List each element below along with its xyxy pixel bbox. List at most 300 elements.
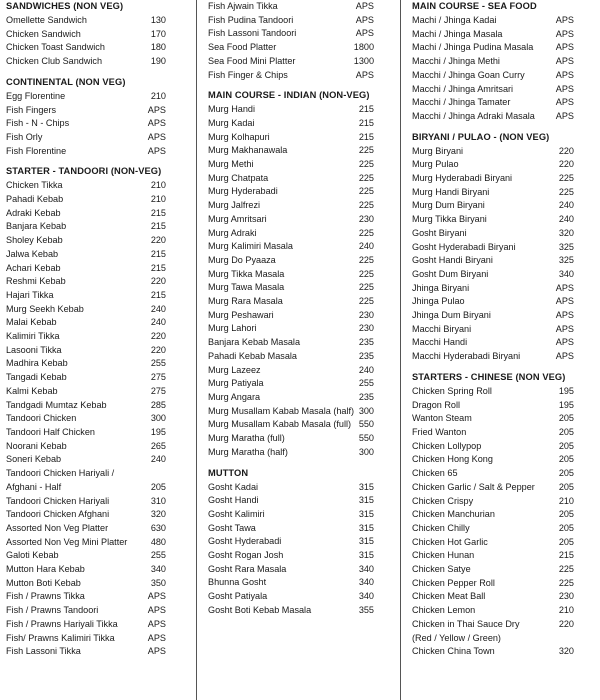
menu-item	[412, 213, 574, 227]
item-price: 170	[150, 28, 166, 39]
menu-item	[208, 446, 374, 460]
item-price: 215	[150, 207, 166, 218]
item-name: Fish / Prawns Hariyali Tikka	[6, 618, 118, 629]
item-price: 205	[558, 413, 574, 424]
menu-item	[208, 377, 374, 391]
item-name: Adraki Kebab	[6, 207, 61, 218]
menu-item	[6, 549, 166, 563]
item-price: 210	[150, 194, 166, 205]
section-heading: BIRYANI / PULAO - (NON VEG)	[412, 131, 550, 142]
menu-item	[412, 412, 574, 426]
menu-item	[208, 494, 374, 508]
item-name: Gosht Dum Biryani	[412, 268, 489, 279]
item-name: Machi / Jhinga Kadai	[412, 15, 497, 25]
menu-item	[208, 336, 374, 350]
menu-item	[6, 344, 166, 358]
item-price: 480	[150, 536, 166, 547]
menu-item	[6, 275, 166, 289]
item-name: Murg Maratha (half)	[208, 446, 288, 457]
item-name: Chicken Chilly	[412, 522, 470, 533]
menu-item	[6, 14, 166, 28]
item-price: 340	[358, 577, 374, 588]
menu-item	[6, 590, 166, 604]
menu-item	[208, 481, 374, 495]
menu-item	[412, 145, 574, 159]
menu-item	[6, 357, 166, 371]
item-name: Murg Pulao	[412, 159, 459, 170]
item-name: Tandoori Chicken Afghani	[6, 509, 110, 520]
item-name: Macchi / Jhinga Adraki Masala	[412, 110, 535, 121]
item-name: Mutton Boti Kebab	[6, 577, 81, 588]
item-name: Reshmi Kebab	[6, 276, 66, 287]
item-name: Gosht Biryani	[412, 227, 467, 238]
menu-section	[412, 0, 574, 124]
item-name: Chicken 65	[412, 468, 458, 479]
item-name: Macchi / Jhinga Methi	[412, 56, 500, 67]
item-name: Chicken Tikka	[6, 180, 63, 191]
menu-section	[6, 76, 166, 159]
item-name: Chicken Manchurian	[412, 509, 495, 520]
item-price: 240	[150, 317, 166, 328]
item-name: Sholey Kebab	[6, 235, 63, 246]
item-price: APS	[555, 56, 574, 67]
item-price: 1800	[353, 42, 374, 53]
menu-item	[412, 453, 574, 467]
menu-item	[412, 350, 574, 364]
item-price: 300	[358, 446, 374, 457]
menu-item	[6, 55, 166, 69]
menu-item	[208, 535, 374, 549]
menu-item	[208, 309, 374, 323]
item-name: Fish / Prawns Tandoori	[6, 605, 99, 616]
item-price: 550	[358, 433, 374, 444]
item-price: 230	[358, 323, 374, 334]
item-name: Murg Seekh Kebab	[6, 303, 84, 314]
item-price: 340	[358, 591, 374, 602]
menu-item	[6, 481, 166, 495]
menu-item	[6, 399, 166, 413]
menu-item	[412, 549, 574, 563]
item-name: Murg Chatpata	[208, 172, 269, 183]
menu-item	[412, 69, 574, 83]
item-price: 210	[150, 90, 166, 101]
item-name: Macchi / Jhinga Tamater	[412, 97, 511, 108]
item-price: 210	[150, 180, 166, 191]
item-name: Murg Peshawari	[208, 309, 274, 320]
item-name: Murg Hyderabadi Biryani	[412, 173, 513, 184]
item-name: Fish Finger & Chips	[208, 69, 288, 80]
item-price: 225	[558, 577, 574, 588]
item-name: Jhinga Biryani	[412, 282, 470, 293]
item-price: 225	[358, 282, 374, 293]
item-price: 220	[150, 344, 166, 355]
item-name: Bhunna Gosht	[208, 577, 267, 588]
item-price: 220	[150, 331, 166, 342]
item-price: 220	[150, 276, 166, 287]
menu-item	[208, 144, 374, 158]
menu-item	[208, 14, 374, 28]
menu-item	[208, 322, 374, 336]
item-name: Fish Pudina Tandoori	[208, 14, 294, 25]
item-name: Gosht Hyderabadi Biryani	[412, 241, 516, 252]
menu-item	[208, 549, 374, 563]
item-price: 340	[358, 563, 374, 574]
item-name: Macchi Handi	[412, 337, 468, 348]
item-name: Chicken Crispy	[412, 495, 474, 506]
item-price: APS	[147, 591, 166, 602]
item-price: APS	[147, 632, 166, 643]
item-name: Chicken Pepper Roll	[412, 577, 495, 588]
menu-item	[412, 563, 574, 577]
item-price: 240	[358, 241, 374, 252]
menu-item	[412, 645, 574, 659]
item-price: 320	[150, 509, 166, 520]
item-name: Gosht Hyderabadi	[208, 536, 282, 547]
item-price: 225	[358, 172, 374, 183]
menu-item	[412, 426, 574, 440]
menu-item	[412, 632, 574, 646]
item-price: 225	[558, 186, 574, 197]
menu-item	[6, 193, 166, 207]
item-price: 325	[558, 241, 574, 252]
item-price: 240	[558, 214, 574, 225]
menu-item	[6, 28, 166, 42]
item-name: Egg Florentine	[6, 90, 66, 101]
item-name: Murg Tawa Masala	[208, 282, 285, 293]
item-name: Murg Kadai	[208, 117, 255, 128]
menu-item	[208, 213, 374, 227]
item-name: Chicken Hot Garlic	[412, 536, 488, 547]
menu-item	[412, 186, 574, 200]
item-price: 205	[558, 454, 574, 465]
item-price: APS	[147, 131, 166, 142]
item-name: Gosht Patiyala	[208, 591, 268, 602]
item-price: 215	[358, 131, 374, 142]
menu-item	[208, 103, 374, 117]
item-name: Chicken Sandwich	[6, 28, 81, 39]
item-price: 240	[358, 364, 374, 375]
menu-item	[412, 158, 574, 172]
menu-item	[208, 55, 374, 69]
menu-item	[6, 577, 166, 591]
item-price: 225	[558, 173, 574, 184]
item-name: Galoti Kebab	[6, 550, 59, 561]
menu-section	[208, 467, 374, 618]
menu-item	[6, 220, 166, 234]
menu-item	[208, 350, 374, 364]
item-price: 230	[358, 309, 374, 320]
menu-item	[208, 41, 374, 55]
item-name: Machi / Jhinga Pudina Masala	[412, 42, 534, 53]
item-price: APS	[555, 97, 574, 108]
item-price: 180	[150, 42, 166, 53]
item-price: 205	[558, 522, 574, 533]
menu-item	[6, 330, 166, 344]
item-price: 205	[558, 536, 574, 547]
item-name: Jhinga Dum Biryani	[412, 310, 491, 321]
menu-item	[412, 385, 574, 399]
menu-item	[208, 27, 374, 41]
menu-item	[208, 522, 374, 536]
item-name: Murg Adraki	[208, 227, 257, 238]
item-name: Macchi / Jhinga Goan Curry	[412, 69, 525, 80]
item-name: Murg Amritsari	[208, 213, 267, 224]
item-name: Jhinga Pulao	[412, 296, 465, 307]
item-name: Gosht Kadai	[208, 481, 259, 492]
item-price: 265	[150, 440, 166, 451]
item-price: 205	[558, 440, 574, 451]
item-price: 315	[358, 508, 374, 519]
menu-item	[208, 590, 374, 604]
item-price: 225	[358, 268, 374, 279]
menu-item	[208, 576, 374, 590]
item-price: 550	[358, 419, 374, 430]
menu-section	[6, 0, 166, 69]
menu-item	[412, 282, 574, 296]
menu-item	[412, 323, 574, 337]
item-name: Murg Dum Biryani	[412, 200, 485, 211]
item-price: 315	[358, 550, 374, 561]
item-price: 230	[558, 591, 574, 602]
item-name: Murg Kalimiri Masala	[208, 241, 293, 252]
menu-item	[412, 241, 574, 255]
item-name: Murg Maratha (full)	[208, 433, 285, 444]
item-price: 215	[150, 221, 166, 232]
item-price: 205	[558, 481, 574, 492]
menu-item	[412, 110, 574, 124]
item-name: Murg Tikka Biryani	[412, 214, 487, 225]
item-name: Chicken Lemon	[412, 605, 476, 616]
item-name: Omellette Sandwich	[6, 15, 87, 25]
item-name: Murg Musallam Kabab Masala (full)	[208, 419, 352, 430]
menu-section	[208, 0, 374, 82]
item-price: APS	[555, 323, 574, 334]
item-name: Murg Kolhapuri	[208, 131, 270, 142]
item-name: Kalmi Kebab	[6, 385, 58, 396]
menu-item	[412, 495, 574, 509]
item-price: APS	[555, 296, 574, 307]
menu-item	[208, 563, 374, 577]
item-price: 220	[558, 145, 574, 156]
section-heading: SANDWICHES (NON VEG)	[6, 1, 124, 11]
menu-item	[6, 426, 166, 440]
item-name: Murg Lazeez	[208, 364, 261, 375]
item-price: APS	[555, 15, 574, 25]
item-price: APS	[147, 618, 166, 629]
menu-section	[412, 131, 574, 364]
item-price: 255	[150, 550, 166, 561]
menu-item	[6, 385, 166, 399]
item-name: Murg Rara Masala	[208, 296, 283, 307]
item-name: Murg Hyderabadi	[208, 186, 278, 197]
item-name: Macchi Biryani	[412, 323, 472, 334]
item-name: Murg Methi	[208, 159, 254, 170]
item-name: Fish Florentine	[6, 145, 67, 156]
menu-section	[208, 89, 374, 459]
item-name: Gosht Boti Kebab Masala	[208, 604, 312, 615]
menu-item	[412, 172, 574, 186]
item-price: 315	[358, 481, 374, 492]
item-price: 340	[150, 564, 166, 575]
item-price: APS	[355, 28, 374, 39]
item-price: 195	[150, 426, 166, 437]
menu-item	[208, 117, 374, 131]
menu-item	[208, 199, 374, 213]
menu-item	[6, 467, 166, 481]
menu-item	[6, 131, 166, 145]
section-heading: STARTERS - CHINESE (NON VEG)	[412, 371, 566, 382]
section-heading: STARTER - TANDOORI (NON-VEG)	[6, 166, 162, 177]
menu-item	[208, 508, 374, 522]
menu-item	[6, 536, 166, 550]
item-name: (Red / Yellow / Green)	[412, 632, 501, 643]
item-price: APS	[147, 104, 166, 115]
item-price: 225	[358, 186, 374, 197]
item-name: Murg Tikka Masala	[208, 268, 285, 279]
section-heading: MAIN COURSE - SEA FOOD	[412, 1, 537, 11]
item-price: 315	[358, 536, 374, 547]
item-price: APS	[147, 646, 166, 657]
item-price: 215	[358, 117, 374, 128]
item-name: Gosht Handi Biryani	[412, 255, 493, 266]
item-price: APS	[555, 337, 574, 348]
menu-item	[208, 295, 374, 309]
menu-section	[412, 371, 574, 659]
item-name: Afghani - Half	[6, 481, 62, 492]
item-price: APS	[147, 118, 166, 129]
item-price: 220	[558, 159, 574, 170]
menu-item	[6, 41, 166, 55]
item-price: 195	[558, 399, 574, 410]
item-name: Wanton Steam	[412, 413, 472, 424]
item-name: Dragon Roll	[412, 399, 461, 410]
item-price: APS	[355, 14, 374, 25]
item-name: Gosht Tawa	[208, 522, 256, 533]
item-price: 225	[358, 200, 374, 211]
item-name: Chicken Meat Ball	[412, 591, 486, 602]
menu-item	[412, 254, 574, 268]
item-price: 255	[358, 378, 374, 389]
item-price: 315	[358, 522, 374, 533]
section-heading: MAIN COURSE - INDIAN (NON-VEG)	[208, 90, 370, 101]
menu-item	[6, 453, 166, 467]
item-name: Chicken Toast Sandwich	[6, 42, 105, 53]
item-name: Machi / Jhinga Masala	[412, 28, 503, 39]
item-price: 320	[558, 227, 574, 238]
menu-item	[412, 28, 574, 42]
item-price: 220	[150, 235, 166, 246]
menu-item	[208, 268, 374, 282]
item-name: Tandoori Chicken Hariyali	[6, 495, 110, 506]
item-name: Assorted Non Veg Platter	[6, 522, 109, 533]
item-name: Macchi Hyderabadi Biryani	[412, 351, 521, 362]
menu-item	[6, 618, 166, 632]
menu-item	[6, 495, 166, 509]
item-name: Chicken Hunan	[412, 550, 475, 561]
item-name: Fish Lassoni Tikka	[6, 646, 81, 657]
item-name: Lasooni Tikka	[6, 344, 62, 355]
menu-item	[6, 179, 166, 193]
item-name: Noorani Kebab	[6, 440, 67, 451]
menu-item	[208, 604, 374, 618]
item-price: 210	[558, 605, 574, 616]
item-price: 210	[558, 495, 574, 506]
item-price: 225	[358, 296, 374, 307]
menu-item	[412, 536, 574, 550]
item-price: 315	[358, 495, 374, 506]
item-price: 275	[150, 372, 166, 383]
item-price: APS	[555, 282, 574, 293]
menu-item	[412, 618, 574, 632]
menu-item	[412, 96, 574, 110]
menu-item	[6, 289, 166, 303]
menu-item	[6, 412, 166, 426]
item-name: Chicken in Thai Sauce Dry	[412, 618, 520, 629]
menu-item	[6, 248, 166, 262]
item-name: Achari Kebab	[6, 262, 61, 273]
menu-item	[412, 467, 574, 481]
menu-item	[208, 432, 374, 446]
menu-column-2	[208, 0, 374, 618]
item-price: 350	[150, 577, 166, 588]
menu-item	[208, 254, 374, 268]
item-name: Murg Do Pyaaza	[208, 254, 276, 265]
item-price: 285	[150, 399, 166, 410]
menu-item	[412, 55, 574, 69]
item-price: 340	[558, 268, 574, 279]
menu-item	[208, 405, 374, 419]
item-price: 205	[150, 481, 166, 492]
menu-item	[412, 83, 574, 97]
menu-item	[412, 336, 574, 350]
menu-item	[208, 69, 374, 83]
menu-item	[412, 41, 574, 55]
menu-item	[412, 577, 574, 591]
menu-item	[412, 522, 574, 536]
menu-item	[6, 207, 166, 221]
item-name: Gosht Kalimiri	[208, 508, 265, 519]
menu-item	[412, 481, 574, 495]
item-name: Jalwa Kebab	[6, 248, 59, 259]
item-name: Fish / Prawns Tikka	[6, 591, 85, 602]
item-name: Chicken Club Sandwich	[6, 56, 103, 67]
item-name: Banjara Kebab	[6, 221, 67, 232]
item-price: 205	[558, 426, 574, 437]
item-name: Chicken Satye	[412, 564, 471, 575]
item-name: Fish Fingers	[6, 104, 57, 115]
section-heading: CONTINENTAL (NON VEG)	[6, 76, 126, 87]
item-name: Murg Angara	[208, 391, 261, 402]
menu-item	[6, 604, 166, 618]
item-name: Gosht Rara Masala	[208, 563, 287, 574]
item-price: 225	[358, 227, 374, 238]
item-price: APS	[555, 83, 574, 94]
menu-item	[6, 632, 166, 646]
item-price: 240	[150, 303, 166, 314]
menu-column-1	[6, 0, 166, 659]
item-price: APS	[555, 110, 574, 121]
item-price: 320	[558, 646, 574, 657]
item-price: APS	[355, 1, 374, 11]
item-name: Chicken Lollypop	[412, 440, 482, 451]
menu-item	[412, 508, 574, 522]
menu-item	[6, 262, 166, 276]
item-price: 220	[558, 618, 574, 629]
menu-item	[6, 234, 166, 248]
menu-item	[208, 240, 374, 254]
item-price: 205	[558, 468, 574, 479]
column-divider	[196, 0, 197, 700]
